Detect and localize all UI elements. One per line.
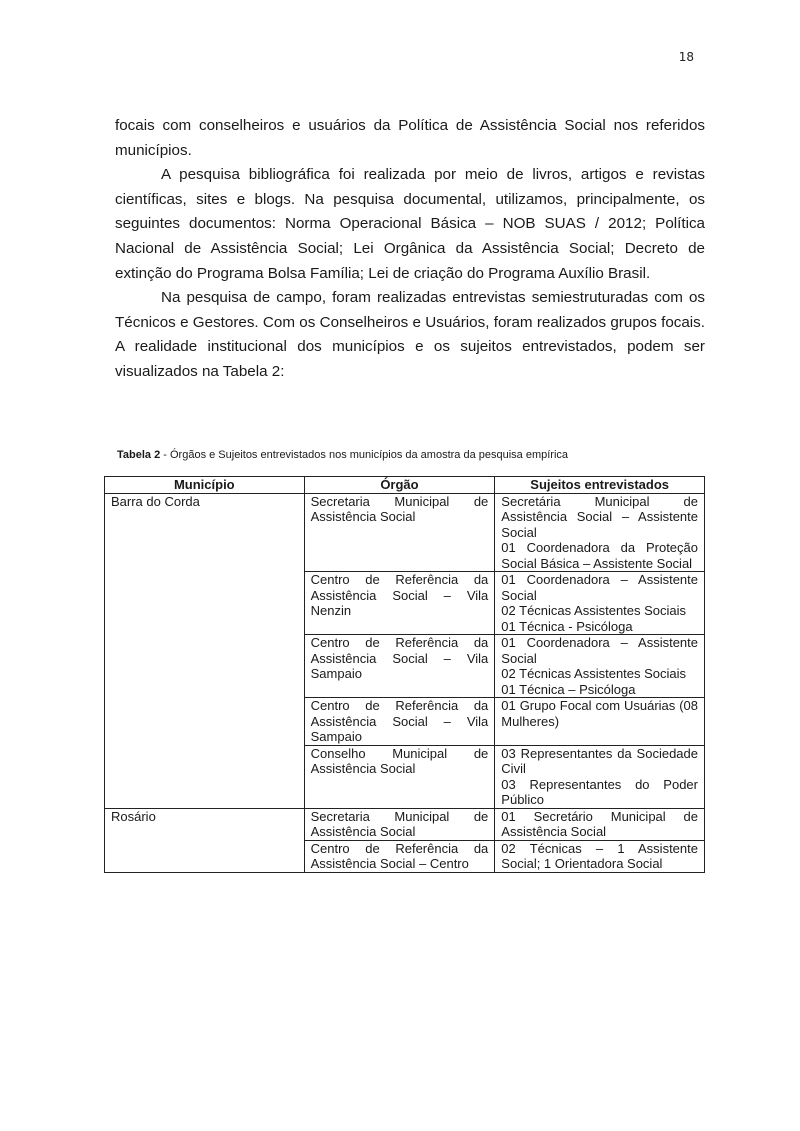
- sujeitos-cell: [495, 572, 705, 635]
- orgao-cell: Centro de Referência da Assistência Social – Vila Nenzin: [304, 572, 495, 635]
- table-row: [105, 493, 705, 572]
- sujeito-line: 01 Coordenadora da Proteção Social Básica – Assistente Social: [501, 540, 698, 571]
- orgao-cell: Centro de Referência da Assistência Social – Vila Sampaio: [304, 635, 495, 698]
- sujeito-line: Secretária Municipal de Assistência Social – Assistente Social: [501, 493, 698, 540]
- page-number: 18: [678, 50, 694, 64]
- sujeito-line: 01 Secretário Municipal de Assistência Social: [501, 808, 698, 839]
- header-orgao: Órgão: [304, 477, 495, 494]
- orgao-cell: Centro de Referência da Assistência Social – Vila Sampaio: [304, 698, 495, 746]
- sujeito-line: 02 Técnicas Assistentes Sociais: [501, 603, 687, 618]
- sujeito-line: 01 Grupo Focal com Usuárias (08 Mulheres): [501, 698, 698, 729]
- sujeitos-cell: [495, 635, 705, 698]
- paragraph-1: focais com conselheiros e usuários da Política de Assistência Social nos referidos municípios.: [115, 117, 705, 159]
- header-sujeitos: Sujeitos entrevistados: [495, 477, 705, 494]
- sujeitos-cell: [495, 840, 705, 872]
- table-caption: [117, 449, 568, 461]
- sujeito-line: 01 Técnica – Psicóloga: [501, 681, 636, 697]
- header-municipio: Município: [105, 477, 305, 494]
- table-caption-text: - Órgãos e Sujeitos entrevistados nos municípios da amostra da pesquisa empírica: [160, 449, 569, 461]
- municipio-cell: Rosário: [105, 808, 305, 872]
- orgao-cell: Secretaria Municipal de Assistência Social: [304, 808, 495, 840]
- sujeito-line: 02 Técnicas Assistentes Sociais: [501, 666, 687, 681]
- interview-table: [104, 476, 705, 873]
- body-text: [115, 114, 705, 385]
- sujeito-line: 03 Representantes da Sociedade Civil: [501, 745, 698, 776]
- sujeito-line: 03 Representantes do Poder Público: [501, 776, 698, 807]
- paragraph-2: A pesquisa bibliográfica foi realizada por meio de livros, artigos e revistas científicas, sites e blogs. Na pesquisa documental, utilizamos, principalmente, os seguintes documentos: Norma Operacional Básica – NOB SUAS / 2012; Política Nacional de Assistência Social; Lei Orgânica da Assistência Social; Decreto de extinção do Programa Bolsa Família; Lei de criação do Programa Auxílio Brasil.: [115, 166, 705, 282]
- orgao-cell: Conselho Municipal de Assistência Social: [304, 745, 495, 808]
- sujeito-line: 01 Coordenadora – Assistente Social: [501, 572, 698, 603]
- sujeito-line: 01 Coordenadora – Assistente Social: [501, 635, 698, 666]
- municipio-cell: Barra do Corda: [105, 493, 305, 808]
- sujeitos-cell: [495, 493, 705, 572]
- table-row: [105, 808, 705, 840]
- sujeitos-cell: [495, 745, 705, 808]
- orgao-cell: Centro de Referência da Assistência Social – Centro: [304, 840, 495, 872]
- sujeitos-cell: [495, 698, 705, 746]
- sujeitos-cell: [495, 808, 705, 840]
- table-caption-label: Tabela 2: [117, 449, 161, 461]
- sujeito-line: 01 Técnica - Psicóloga: [501, 618, 633, 634]
- paragraph-3: Na pesquisa de campo, foram realizadas entrevistas semiestruturadas com os Técnicos e Gestores. Com os Conselheiros e Usuários, foram realizados grupos focais. A realidade institucional dos municípios e os sujeitos entrevistados, podem ser visualizados na Tabela 2:: [115, 289, 705, 380]
- orgao-cell: Secretaria Municipal de Assistência Social: [304, 493, 495, 572]
- sujeito-line: 02 Técnicas – 1 Assistente Social; 1 Orientadora Social: [501, 840, 698, 871]
- table-header-row: [105, 477, 705, 494]
